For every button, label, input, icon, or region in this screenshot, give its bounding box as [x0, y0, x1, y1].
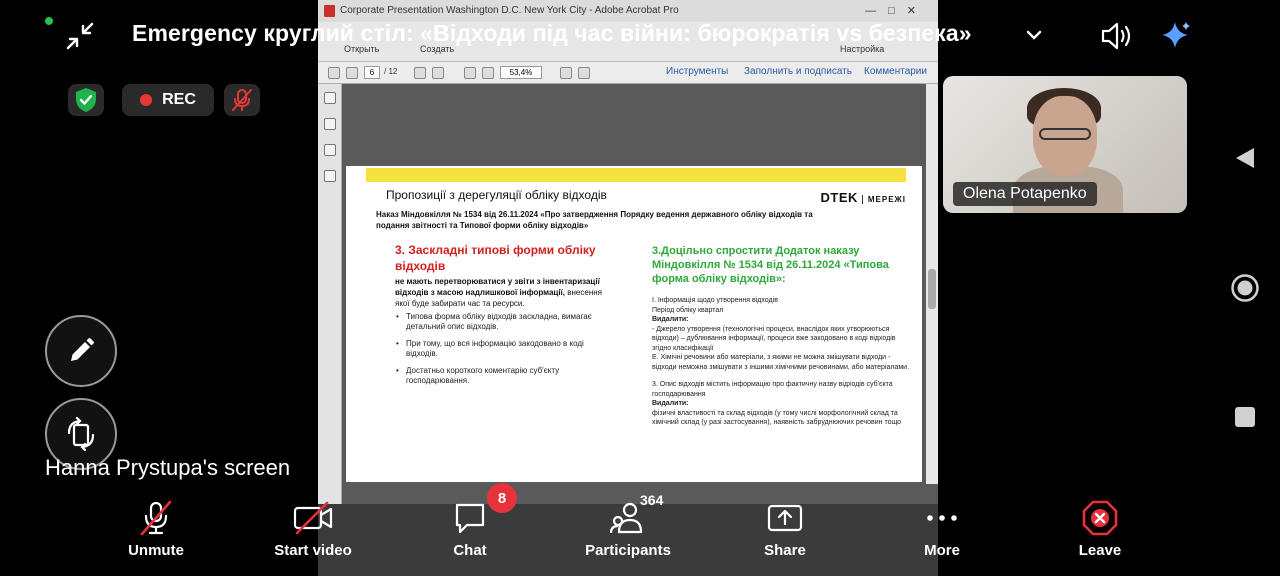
pages-icon[interactable] [324, 92, 336, 104]
participant-name-tag: Olena Potapenko [953, 182, 1097, 206]
chevron-down-icon[interactable] [1025, 28, 1043, 47]
slide-title: Пропозиції з дерегуляції обліку відходів [386, 188, 607, 202]
recording-badge[interactable] [122, 84, 214, 116]
prev-page-icon[interactable] [328, 67, 340, 79]
signature-icon[interactable] [324, 170, 336, 182]
mic-off-icon [231, 88, 253, 112]
page-total: / 12 [384, 67, 398, 76]
dtek-logo: DTEK МЕРЕЖІ [820, 190, 906, 205]
rotate-icon [65, 417, 97, 451]
share-button[interactable] [720, 500, 850, 562]
right-line: фізичні властивості та склад відходів (у тому числі морфологічний склад та хімічний склад (у разі застосування), наявність забруднюючих речовин тощо [652, 409, 902, 426]
chat-button[interactable] [405, 500, 535, 562]
right-body [652, 296, 914, 428]
right-line: - Джерело утворення (технологічні процеси, внаслідок яких утворюються відходи) – дублювання інформації, процеси вже закодовано в коді відходів згідно класифікації [652, 325, 896, 352]
page-number-input[interactable]: 6 [364, 66, 380, 79]
comments-link[interactable]: Комментарии [864, 66, 927, 77]
record-dot-icon [140, 94, 152, 106]
rec-label: REC [162, 91, 196, 108]
tools-link[interactable]: Инструменты [666, 66, 729, 77]
ai-companion-icon[interactable] [1160, 20, 1192, 57]
window-controls[interactable]: —□✕ [865, 5, 928, 17]
right-line: 3. Опис відходів містить інформацію про фактичну назву відходів суб'єкта господарювання [652, 381, 893, 398]
acrobat-app-icon [324, 5, 335, 17]
leave-icon [1082, 500, 1118, 536]
muted-indicator [224, 84, 260, 116]
share-icon [767, 502, 803, 534]
speaker-icon[interactable] [1100, 20, 1134, 57]
select-tool-icon[interactable] [414, 67, 426, 79]
bullet-item: • Достатньо короткого коментарію суб'єкту господарювання. [396, 366, 596, 386]
participant-count: 364 [640, 492, 664, 508]
recents-nav-icon[interactable] [1234, 406, 1256, 433]
connection-status-dot [45, 17, 53, 25]
menu-create[interactable]: Создать [420, 44, 455, 54]
right-line: Видалити: [652, 400, 689, 407]
right-line: Видалити: [652, 316, 689, 323]
start-video-label: Start video [274, 542, 352, 559]
next-page-icon[interactable] [346, 67, 358, 79]
chat-unread-badge: 8 [487, 483, 517, 513]
zoom-in-icon[interactable] [482, 67, 494, 79]
meeting-title[interactable]: Emergency круглий стіл: «Відходи під час війни: бюрократія vs безпека» [132, 20, 972, 46]
mic-off-icon [138, 500, 174, 536]
leave-label: Leave [1078, 542, 1122, 559]
back-nav-icon[interactable] [1234, 146, 1256, 175]
pencil-icon [66, 336, 96, 366]
right-line: І. Інформація щодо утворення відходів [652, 297, 778, 304]
document-scrollbar[interactable] [926, 84, 938, 484]
menu-open[interactable]: Открыть [344, 44, 380, 54]
participants-label: Participants [585, 542, 671, 559]
right-line: Е. Хімічні речовини або матеріали, з якими не можна змішувати відходи - відходи неможна змішувати з іншими хімічними речовинами, або матеріалами. [652, 354, 910, 371]
right-heading: 3.Доцільно спростити Додаток наказу Міндовкілля № 1534 від 26.11.2024 «Типова форма обліку відходів»: [652, 245, 889, 285]
acrobat-side-panel [318, 84, 342, 504]
annotate-button[interactable] [45, 315, 117, 387]
acrobat-toolbar [318, 62, 938, 84]
more-label: More [924, 542, 960, 559]
home-nav-icon[interactable] [1230, 273, 1260, 308]
attachment-icon[interactable] [324, 144, 336, 156]
zoom-field[interactable]: 53,4% [500, 66, 542, 79]
security-badge[interactable] [68, 84, 104, 116]
share-label: Share [764, 542, 806, 559]
more-dots-icon [925, 513, 959, 523]
start-video-button[interactable] [248, 500, 378, 562]
left-subtext: не мають перетворюватися у звіти з інвентаризації відходів з масою надлишкової інформації, внесення якої буде забирати час та ресурси. [395, 277, 602, 308]
fill-sign-link[interactable]: Заполнить и подписать [744, 66, 852, 77]
participant-glasses [1039, 128, 1091, 140]
fit-width-icon[interactable] [578, 67, 590, 79]
chat-label: Chat [453, 542, 487, 559]
chat-icon [453, 501, 487, 535]
right-line: Період обліку квартал [652, 306, 724, 314]
shield-icon [74, 87, 98, 113]
zoom-out-icon[interactable] [464, 67, 476, 79]
slide-page [346, 166, 922, 482]
screen-share-label: Hanna Prystupa's screen [45, 455, 291, 480]
unmute-button[interactable] [91, 500, 221, 562]
bookmark-icon[interactable] [324, 118, 336, 130]
slide-yellow-bar [366, 168, 906, 182]
scrollbar-thumb[interactable] [928, 269, 936, 309]
unmute-label: Unmute [128, 542, 184, 559]
bullet-item: • При тому, що вся інформацію закодовано в коді відходів. [396, 339, 596, 359]
leave-button[interactable] [1035, 500, 1165, 562]
slide-order-text: Наказ Міндовкілля № 1534 від 26.11.2024 «Про затвердження Порядку ведення державного обліку відходів та подання звітності та Типової форми обліку відходів» [376, 210, 813, 230]
participants-button[interactable] [563, 500, 693, 562]
hand-tool-icon[interactable] [432, 67, 444, 79]
minimize-icon[interactable] [64, 20, 96, 57]
left-heading: 3. Заскладні типові форми обліку відходів [395, 243, 596, 273]
more-button[interactable] [877, 500, 1007, 562]
left-bullet-list [396, 312, 596, 393]
menu-settings[interactable]: Настройка [840, 44, 885, 54]
video-off-icon [293, 501, 333, 535]
fit-page-icon[interactable] [560, 67, 572, 79]
acrobat-window-title: Corporate Presentation Washington D.C. New York City - Adobe Acrobat Pro [340, 5, 679, 16]
acrobat-title-bar [318, 0, 938, 22]
bullet-item: • Типова форма обліку відходів заскладна, вимагає детальний опис відходів. [396, 312, 596, 332]
